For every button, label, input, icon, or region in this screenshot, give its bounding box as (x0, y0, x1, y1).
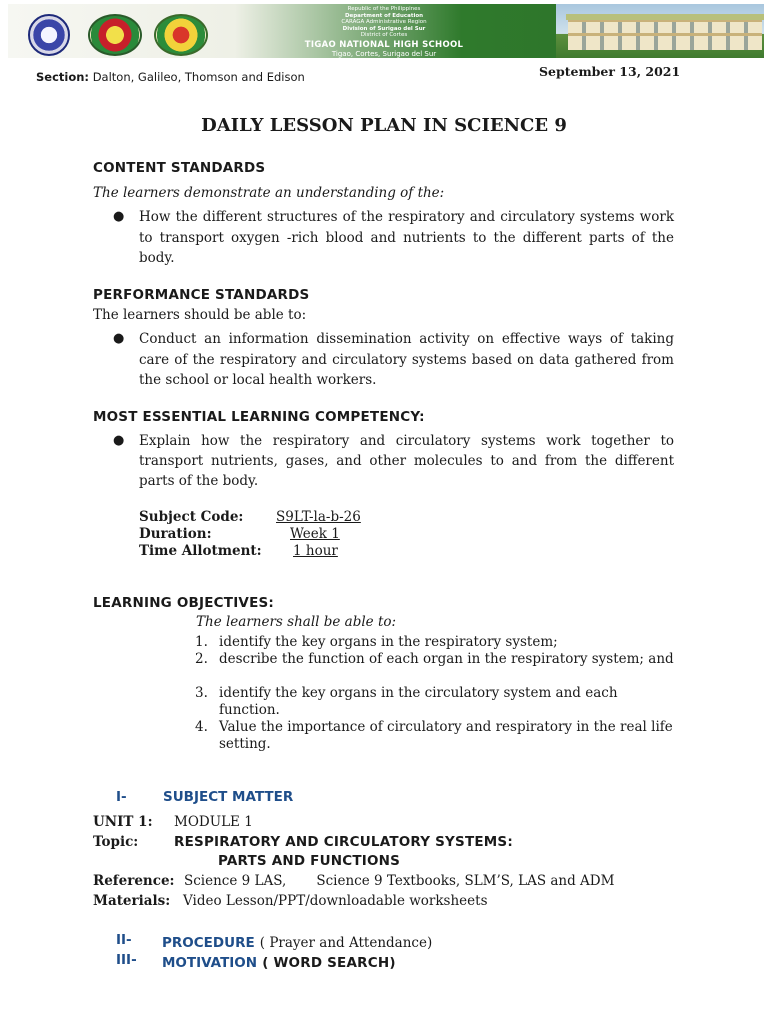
list-item-number: 2. (195, 651, 208, 667)
gov-line: Department of Education (344, 12, 424, 19)
school-address: Tigao, Cortes, Surigao del Sur (331, 49, 437, 58)
list-item-number: 1. (195, 634, 208, 650)
list-item-number: 4. (195, 719, 208, 735)
school-building-photo (556, 4, 764, 58)
melc-heading: MOST ESSENTIAL LEARNING COMPETENCY: (93, 409, 425, 425)
topic-line-1: RESPIRATORY AND CIRCULATORY SYSTEMS: (174, 834, 513, 850)
subject-code-label: Subject Code: (139, 509, 244, 525)
materials-value: Video Lesson/PPT/downloadable worksheets (183, 893, 488, 909)
list-item-text: identify the key organs in the respiratory system; (219, 634, 558, 650)
school-header-text (234, 6, 534, 58)
page-title: DAILY LESSON PLAN IN SCIENCE 9 (201, 115, 567, 136)
motivation-numeral: III- (116, 952, 137, 968)
gov-line: Division of Surigao del Sur (342, 25, 426, 32)
subject-matter-heading: SUBJECT MATTER (163, 789, 294, 805)
performance-standards-bullet: Conduct an information dissemination activity on effective ways of taking care of the respiratory and circulatory systems based on data gathered from the school or local health workers. (139, 331, 674, 388)
school-seal-logo (154, 14, 208, 56)
list-item (195, 685, 675, 719)
motivation-line (162, 952, 396, 971)
reference-value: Science 9 LAS, Science 9 Textbooks, SLM’S, LAS and ADM (184, 873, 615, 889)
duration-value: Week 1 (290, 526, 340, 542)
subject-matter-numeral: I- (116, 789, 127, 805)
topic-line-2: PARTS AND FUNCTIONS (218, 853, 401, 869)
gov-line: Republic of the Philippines (347, 6, 421, 12)
reference-label: Reference: (93, 873, 175, 889)
procedure-line (162, 932, 432, 951)
list-item (195, 719, 675, 753)
content-standards-intro: The learners demonstrate an understanding of the: (93, 185, 445, 201)
melc-bullet: Explain how the respiratory and circulatory systems work together to transport nutrients, gases, and other molecules to and from the different parts of the body. (139, 433, 674, 489)
bullet-icon: ● (113, 433, 125, 448)
topic-label: Topic: (93, 834, 139, 850)
region-seal-logo (88, 14, 142, 56)
learning-objectives-heading: LEARNING OBJECTIVES: (93, 595, 275, 611)
school-name: TIGAO NATIONAL HIGH SCHOOL (304, 39, 464, 50)
subject-code-value: S9LT-la-b-26 (276, 509, 361, 525)
procedure-heading: PROCEDURE (162, 935, 255, 951)
list-item (195, 634, 675, 651)
duration-label: Duration: (139, 526, 212, 542)
performance-standards-heading: PERFORMANCE STANDARDS (93, 287, 310, 303)
materials-label: Materials: (93, 893, 171, 909)
content-standards-heading: CONTENT STANDARDS (93, 160, 266, 176)
list-item (195, 651, 675, 668)
time-allotment-label: Time Allotment: (139, 543, 262, 559)
performance-standards-intro: The learners should be able to: (93, 307, 307, 323)
gov-line: CARAGA Administrative Region (341, 19, 427, 25)
motivation-note: ( WORD SEARCH) (262, 955, 396, 971)
deped-seal-logo (28, 14, 70, 56)
procedure-numeral: II- (116, 932, 132, 948)
gov-line: District of Cortes (360, 32, 408, 38)
bullet-icon: ● (113, 331, 125, 346)
learning-objectives-intro: The learners shall be able to: (196, 614, 397, 630)
procedure-note: ( Prayer and Attendance) (259, 935, 433, 951)
motivation-heading: MOTIVATION (162, 955, 258, 971)
list-item-text: Value the importance of circulatory and respiratory in the real life setting. (219, 719, 673, 752)
bullet-icon: ● (113, 209, 125, 224)
unit-label: UNIT 1: (93, 814, 153, 830)
section-value: Dalton, Galileo, Thomson and Edison (92, 70, 305, 84)
section-line (36, 70, 305, 84)
lesson-date: September 13, 2021 (539, 64, 681, 79)
time-allotment-value: 1 hour (293, 543, 338, 559)
list-item-text: identify the key organs in the circulatory system and each function. (219, 685, 618, 718)
section-label: Section: (36, 70, 90, 84)
list-item-number: 3. (195, 685, 208, 701)
list-item-text: describe the function of each organ in the respiratory system; and (219, 651, 674, 667)
header-banner (8, 4, 764, 58)
unit-value: MODULE 1 (174, 814, 253, 830)
content-standards-bullet: How the different structures of the respiratory and circulatory systems work to transport oxygen -rich blood and nutrients to the different parts of the body. (139, 209, 674, 266)
